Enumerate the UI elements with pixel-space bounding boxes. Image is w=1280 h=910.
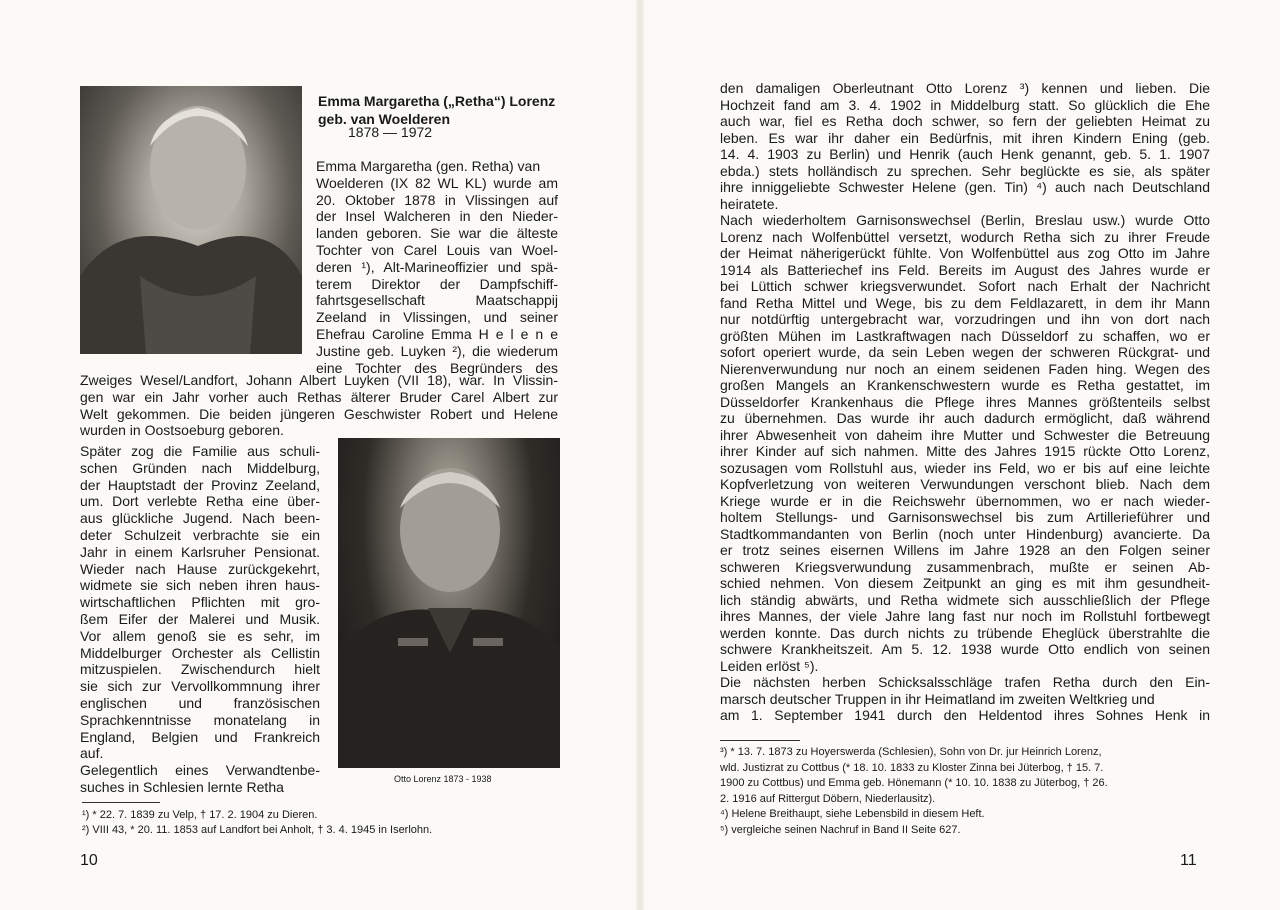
text-line: lich ständig abwärts, und Retha widmete sich ausschließlich der Pflege xyxy=(720,591,1210,608)
text-line: suches in Schlesien lernte Retha xyxy=(80,779,284,795)
text-line: der Heimat näherigerückt fühlte. Von Wolfenbüttel aus zog Otto im Jahre xyxy=(720,245,1210,261)
text-line: deter Schulzeit verbrachte sie ein xyxy=(80,527,320,543)
text-line: Kriege wurde er in die Reichswehr übernommen, wo er nach wieder- xyxy=(720,492,1210,509)
text-line: er trotz seines eisernen Willens im Jahre 1928 an den Folgen seiner xyxy=(720,542,1210,558)
text-line: ßem Eifer der Malerei und Musik. xyxy=(80,611,320,627)
text-line: wld. Justizrat zu Cottbus (* 18. 10. 1833 zu Kloster Zinna bei Jüterbog, † 15. 7. xyxy=(720,761,1104,774)
text-line: aus glückliche Jugend. Nach been- xyxy=(80,510,320,527)
portrait-photo-otto xyxy=(338,438,560,768)
text-line: Ehefrau Caroline Emma H e l e n e xyxy=(316,326,558,342)
page-number-left: 10 xyxy=(80,852,98,869)
text-line: Zeeland in Vlissingen, und seiner xyxy=(316,309,558,326)
text-line: widmete sie sich neben ihren haus- xyxy=(80,577,320,594)
text-line: Leiden erlöst ⁵). xyxy=(720,657,819,674)
text-line: Nierenverwundung nur noch an einem seidenen Faden hing. Wegen des xyxy=(720,360,1210,377)
text-line: deren ¹), Alt-Marineoffizier und spä- xyxy=(316,258,558,275)
text-line: marsch deutscher Truppen in ihr Heimatland im zweiten Weltkrieg und xyxy=(720,690,1155,707)
text-line: Emma Margaretha (gen. Retha) van xyxy=(316,158,541,174)
text-line: der Hauptstadt der Provinz Zeeland, xyxy=(80,476,320,493)
text-line: ¹) * 22. 7. 1839 zu Velp, † 17. 2. 1904 zu Dieren. xyxy=(82,809,318,821)
text-line: ihrer Kinder auf sich nahmen. Mitte des Jahres 1915 rückte Otto Lorenz, xyxy=(720,443,1210,459)
text-line: ²) VIII 43, * 20. 11. 1853 auf Landfort bei Anholt, † 3. 4. 1945 in Iserlohn. xyxy=(82,824,433,836)
text-line: eine Tochter des Begründers des xyxy=(316,359,558,376)
text-line: landen geboren. Sie war die älteste xyxy=(316,225,558,242)
text-line: leben. Es war ihr daher ein Bedürfnis, mit ihren Kindern Ening (geb. xyxy=(720,129,1210,146)
text-line: Tochter von Carel Louis van Woel- xyxy=(316,242,558,258)
text-line: Später zog die Familie aus schuli- xyxy=(80,443,320,459)
text-line: Sprachkenntnisse monatelang in xyxy=(80,711,320,728)
text-line: Justine geb. Luyken ²), die wiederum xyxy=(316,342,558,359)
text-line: mitzuspielen. Zwischendurch hielt xyxy=(80,661,320,678)
text-line: sozusagen vom Rollstuhl aus, wieder ins Feld, wo er bis auf eine leichte xyxy=(720,459,1210,476)
footnote-divider-right xyxy=(720,740,800,741)
text-line: ⁵) vergleiche seinen Nachruf in Band II Seite 627. xyxy=(720,823,961,836)
article-title xyxy=(318,92,568,128)
text-line: 1900 zu Cottbus) und Emma geb. Hönemann (* 10. 10. 1838 zu Jüterbog, † 26. xyxy=(720,777,1108,789)
text-line: Nach wiederholtem Garnisonswechsel (Berlin, Breslau usw.) wurde Otto xyxy=(720,212,1210,228)
text-line: auf. xyxy=(80,745,104,762)
text-line: sofort operiert wurde, da sein Leben wegen der schweren Rückgrat- und xyxy=(720,344,1210,360)
text-line: englischen und französischen xyxy=(80,695,320,711)
text-line: schweren Kriegsverwundung zusammenbrach, mußte er seinen Ab- xyxy=(720,558,1210,575)
text-line: wurden in Oostsoeburg geboren. xyxy=(80,422,284,439)
text-line: ebda.) stets holländisch zu sprechen. Sehr beglückte es sie, als später xyxy=(720,162,1210,179)
footnote-divider xyxy=(82,802,160,803)
text-line: schwere Krankheitszeit. Am 5. 12. 1938 wurde Otto endlich von seinen xyxy=(720,641,1210,657)
title-line-2: geb. van Woelderen xyxy=(318,111,450,127)
life-years: 1878 — 1972 xyxy=(348,124,433,140)
text-line: 1914 als Batteriechef ins Feld. Bereits im August des Jahres wurde er xyxy=(720,261,1210,278)
text-line: ⁴) Helene Breithaupt, siehe Lebensbild in diesem Heft. xyxy=(720,808,985,820)
text-line: großen Mangels an Krankenschwestern wurde es Retha gestattet, im xyxy=(720,377,1210,393)
text-line: Jahr in einem Karlsruher Pensionat. xyxy=(80,543,320,560)
text-line: Middelburger Orchester als Cellistin xyxy=(80,644,320,661)
text-line: größten Mühen im Lastkraftwagen nach Düsseldorf zu schaffen, wo er xyxy=(720,327,1210,344)
text-line: gen war ein Jahr vorher auch Rethas älterer Bruder Carel Albert zur xyxy=(80,388,558,405)
text-line: Lorenz nach Wolfenbüttel versetzt, wodurch Retha sich zu ihrer Freude xyxy=(720,228,1210,245)
text-line: holtem Stellungs- und Garnisonswechsel bis zum Artillerieführer und xyxy=(720,509,1210,525)
text-line: Vor allem genoß sie es sehr, im xyxy=(80,627,320,644)
text-line: schied nehmen. Von diesem Zeitpunkt an ging es mit ihm gesundheit- xyxy=(720,575,1210,591)
text-line: wirtschaftlichen Pflichten mit gro- xyxy=(80,594,320,611)
right-page xyxy=(640,0,1280,910)
text-line: fand Retha Mittel und Wege, bis zu dem Feldlazarett, in dem ihr Mann xyxy=(720,294,1210,311)
text-line: Stadtkommandanten von Berlin (noch unter Hindenburg) avancierte. Da xyxy=(720,525,1210,542)
text-line: 14. 4. 1903 zu Berlin) und Henrik (auch Henk genannt, geb. 5. 1. 1907 xyxy=(720,146,1210,162)
text-line: den damaligen Oberleutnant Otto Lorenz ³) kennen und lieben. Die xyxy=(720,80,1210,96)
portrait-otto-illustration xyxy=(338,438,560,768)
title-line-1: Emma Margaretha („Retha“) Lorenz xyxy=(318,93,556,109)
text-line: 20. Oktober 1878 in Vlissingen auf xyxy=(316,191,558,208)
text-line: heiratete. xyxy=(720,195,779,212)
text-line: Welt gekommen. Die beiden jüngeren Geschwister Robert und Helene xyxy=(80,405,558,422)
text-line: sie sich zur Vervollkommnung ihrer xyxy=(80,678,320,695)
text-line: ihre inniggeliebte Schwester Helene (gen. Tin) ⁴) auch nach Deutschland xyxy=(720,179,1210,195)
text-line: zu übernehmen. Das wurde ihr auch dadurch ermöglicht, daß während xyxy=(720,410,1210,426)
text-line: 2. 1916 auf Rittergut Döbern, Niederlausitz). xyxy=(720,792,936,805)
text-line: terem Direktor der Dampfschiff- xyxy=(316,275,558,292)
text-line: ihres Mannes, der viele Jahre lang fast nur noch im Rollstuhl fortbewegt xyxy=(720,608,1210,624)
text-line: ³) * 13. 7. 1873 zu Hoyerswerda (Schlesien), Sohn von Dr. jur Heinrich Lorenz, xyxy=(720,746,1102,758)
text-line: Gelegentlich eines Verwandtenbe- xyxy=(80,762,320,779)
portrait-photo-retha xyxy=(80,86,302,354)
text-line: um. Dort verlebte Retha eine über- xyxy=(80,493,320,510)
page-number-right: 11 xyxy=(1180,852,1197,869)
text-line: bei Lüttich schwer kriegsverwundet. Sofort nach Erhalt der Nachricht xyxy=(720,278,1210,294)
text-line: Hochzeit fand am 3. 4. 1902 in Middelburg statt. So glücklich die Ehe xyxy=(720,96,1210,113)
text-line: England, Belgien und Frankreich xyxy=(80,728,320,745)
text-line: am 1. September 1941 durch den Heldentod ihres Sohnes Henk in xyxy=(720,707,1210,723)
photo-caption: Otto Lorenz 1873 - 1938 xyxy=(394,774,492,784)
text-line: Die nächsten herben Schicksalsschläge trafen Retha durch den Ein- xyxy=(720,674,1210,690)
text-line: schen Gründen nach Middelburg, xyxy=(80,459,320,476)
text-line: ihrer Abwesenheit von daheim ihre Mutter und Schwester die Betreuung xyxy=(720,426,1210,443)
text-line: Zweiges Wesel/Landfort, Johann Albert Luyken (VII 18), war. In Vlissin- xyxy=(80,372,558,388)
text-line: werden konnte. Das durch nichts zu trübende Eheglück überstrahlte die xyxy=(720,624,1210,641)
text-line: fahrtsgesellschaft Maatschappij xyxy=(316,292,558,309)
text-line: der Insel Walcheren in den Nieder- xyxy=(316,208,558,225)
text-line: Düsseldorfer Krankenhaus die Pflege ihres Mannes größtenteils selbst xyxy=(720,393,1210,410)
text-line: Woelderen (IX 82 WL KL) wurde am xyxy=(316,174,558,191)
text-line: auch war, fiel es Retha doch schwer, so fern der geliebten Heimat zu xyxy=(720,113,1210,129)
portrait-retha-illustration xyxy=(80,86,302,354)
text-line: nur notdürftig untergebracht war, vorzudringen und ihn von dort nach xyxy=(720,311,1210,327)
text-line: Wieder nach Hause zurückgekehrt, xyxy=(80,560,320,577)
text-line: Kopfverletzung von weiteren Verwundungen verschont blieb. Nach dem xyxy=(720,476,1210,492)
